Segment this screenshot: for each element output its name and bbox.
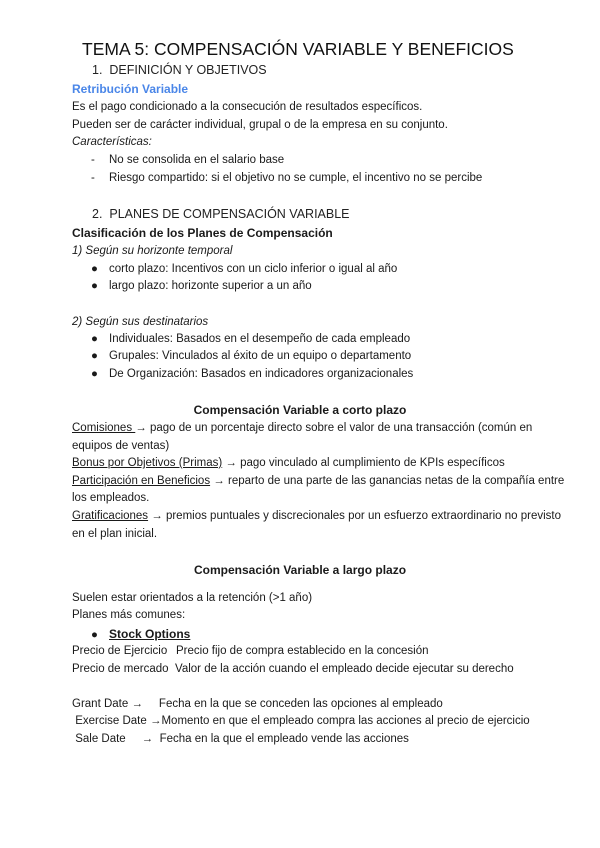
sale-date-line: Sale Date → Fecha en la que el empleado vende las acciones xyxy=(72,733,409,745)
section2-subheading: Clasificación de los Planes de Compensación xyxy=(72,226,333,240)
comisiones-term: Comisiones xyxy=(72,422,136,434)
comisiones-line-1: Comisiones → pago de un porcentaje directo sobre el valor de una transacción (común en xyxy=(72,422,533,434)
participacion-line-2: los empleados. xyxy=(72,492,150,504)
section1-heading xyxy=(92,62,267,80)
section2-heading-text: PLANES DE COMPENSACIÓN VARIABLE xyxy=(109,207,350,221)
precio-ejercicio-term: Precio de Ejercicio xyxy=(72,645,168,657)
section1-subheading: Retribución Variable xyxy=(72,82,189,96)
dash-marker: - xyxy=(91,154,95,166)
participacion-line-1: Participación en Beneficios → reparto de una parte de las ganancias netas de la compañía entre xyxy=(72,475,565,487)
section2-number: 2. xyxy=(92,207,103,221)
group2-item-3: ● De Organización: Basados en indicadores organizacionales xyxy=(91,366,413,384)
gratificaciones-line-1: Gratificaciones → premios puntuales y discrecionales por un esfuerzo extraordinario no previsto xyxy=(72,510,561,522)
bullet-marker: ● xyxy=(91,368,98,380)
bullet-marker: ● xyxy=(91,280,98,292)
grant-date-line: Grant Date → Fecha en la que se conceden las opciones al empleado xyxy=(72,698,443,710)
long-term-heading: Compensación Variable a largo plazo xyxy=(193,563,407,577)
characteristic-item-1: - No se consolida en el salario base xyxy=(91,152,284,170)
long-term-line-2: Planes más comunes: xyxy=(72,609,186,621)
stock-options-item xyxy=(91,626,190,645)
participacion-term: Participación en Beneficios xyxy=(72,475,211,487)
bullet-marker: ● xyxy=(91,333,98,345)
dash-marker: - xyxy=(91,172,95,184)
bullet-marker: ● xyxy=(91,263,98,275)
precio-mercado-term: Precio de mercado xyxy=(72,663,169,675)
precio-mercado-def: Valor de la acción cuando el empleado decide ejecutar su derecho xyxy=(175,663,514,675)
exercise-date-line: Exercise Date →Momento en que el empleado compra las acciones al precio de ejercicio xyxy=(72,715,530,727)
gratificaciones-line-2: en el plan inicial. xyxy=(72,528,158,540)
stock-options-label: Stock Options xyxy=(109,627,191,641)
bullet-marker: ● xyxy=(91,350,98,362)
comisiones-line-2: equipos de ventas) xyxy=(72,440,170,452)
group2-item-2: ● Grupales: Vinculados al éxito de un equipo o departamento xyxy=(91,348,411,366)
group1-item-2: ● largo plazo: horizonte superior a un año xyxy=(91,278,312,296)
section1-line-1: Es el pago condicionado a la consecución de resultados específicos. xyxy=(72,101,423,113)
short-term-heading: Compensación Variable a corto plazo xyxy=(193,403,407,417)
characteristic-item-2: - Riesgo compartido: si el objetivo no se cumple, el incentivo no se percibe xyxy=(91,170,482,188)
group2-item-1: ● Individuales: Basados en el desempeño de cada empleado xyxy=(91,331,410,349)
long-term-line-1: Suelen estar orientados a la retención (>1 año) xyxy=(72,592,313,604)
precio-ejercicio-def: Precio fijo de compra establecido en la concesión xyxy=(176,645,429,657)
bonus-term: Bonus por Objetivos (Primas) xyxy=(72,457,223,469)
characteristics-label: Características: xyxy=(72,136,152,148)
group1-label: 1) Según su horizonte temporal xyxy=(72,245,233,257)
bullet-marker: ● xyxy=(91,629,98,641)
section1-line-2: Pueden ser de carácter individual, grupal o de la empresa en su conjunto. xyxy=(72,119,448,131)
section1-heading-text: DEFINICIÓN Y OBJETIVOS xyxy=(109,63,267,77)
section2-heading xyxy=(92,206,350,224)
section1-number: 1. xyxy=(92,63,103,77)
bonus-line: Bonus por Objetivos (Primas) → pago vinculado al cumplimiento de KPIs específicos xyxy=(72,457,505,469)
group1-item-1: ● corto plazo: Incentivos con un ciclo inferior o igual al año xyxy=(91,261,397,279)
gratificaciones-term: Gratificaciones xyxy=(72,510,149,522)
page-title: TEMA 5: COMPENSACIÓN VARIABLE Y BENEFICIOS xyxy=(82,39,514,59)
group2-label: 2) Según sus destinatarios xyxy=(72,316,209,328)
